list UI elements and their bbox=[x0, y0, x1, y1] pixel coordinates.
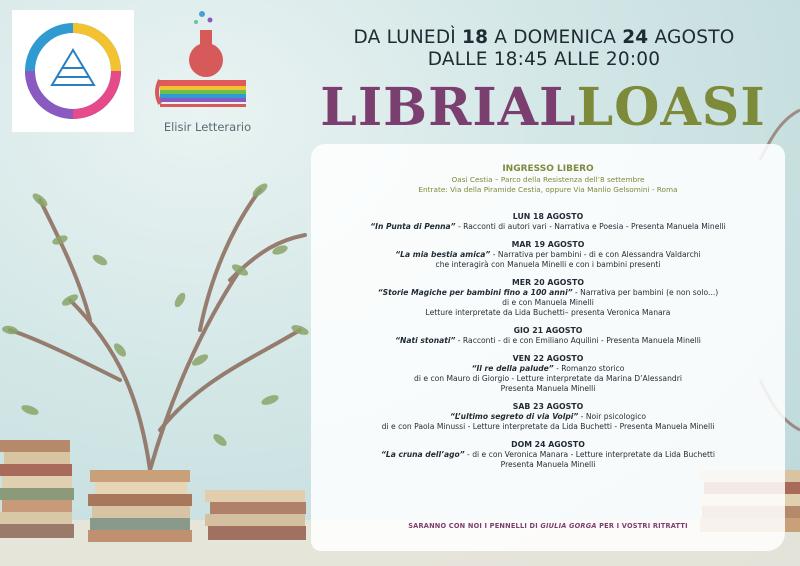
start-day: 18 bbox=[462, 27, 489, 48]
brand-name: Elisir Letterario bbox=[163, 120, 252, 134]
venue-place: Oasi Cestia – Parco della Resistenza dell’8 settembre bbox=[451, 175, 645, 184]
event-line bbox=[318, 298, 778, 308]
event-line bbox=[318, 364, 778, 374]
time-range: DALLE 18:45 ALLE 20:00 bbox=[427, 49, 661, 70]
event-description: di e con Manuela Minelli bbox=[502, 298, 594, 307]
event-description: di e con Paola Minussi - Letture interpretate da Lida Buchetti - Presenta Manuela Minelli bbox=[381, 422, 715, 431]
elisir-letterario-brand bbox=[150, 8, 265, 138]
event-line bbox=[318, 308, 778, 318]
event-book-title: “L’ultimo segreto di via Volpi” bbox=[449, 412, 579, 421]
program-event bbox=[318, 240, 778, 270]
end-day: 24 bbox=[622, 27, 649, 48]
dates-month: AGOSTO bbox=[648, 27, 735, 48]
event-line bbox=[318, 384, 778, 394]
event-day: MER 20 AGOSTO bbox=[512, 278, 584, 287]
event-description: Letture interpretate da Lida Buchetti– presenta Veronica Manara bbox=[425, 308, 671, 317]
venue-entrances: Entrate: Via della Piramide Cestia, oppure Via Manlio Gelsomini - Roma bbox=[418, 185, 678, 194]
program-event bbox=[318, 326, 778, 346]
event-description: - di e con Veronica Manara - Letture interpretate da Lida Buchetti bbox=[464, 450, 716, 459]
footer-artist-name: GIULIA GORGA bbox=[540, 522, 597, 530]
program-event bbox=[318, 212, 778, 232]
program-event bbox=[318, 354, 778, 394]
footer-note bbox=[318, 522, 778, 530]
event-line bbox=[318, 250, 778, 260]
event-book-title: “Storie Magiche per bambini fino a 100 anni” bbox=[377, 288, 573, 297]
event-book-title: “Il re della palude” bbox=[471, 364, 554, 373]
event-line bbox=[318, 460, 778, 470]
event-description: - Romanzo storico bbox=[553, 364, 625, 373]
venue-info bbox=[311, 163, 785, 195]
event-line bbox=[318, 336, 778, 346]
event-line bbox=[318, 374, 778, 384]
potion-on-books-icon bbox=[150, 8, 265, 118]
event-line bbox=[318, 422, 778, 432]
footer-post: PER I VOSTRI RITRATTI bbox=[596, 522, 688, 530]
dates-line-1 bbox=[300, 27, 788, 49]
free-entry: INGRESSO LIBERO bbox=[502, 164, 594, 174]
event-line bbox=[318, 450, 778, 460]
event-description: - Noir psicologico bbox=[578, 412, 647, 421]
event-day: DOM 24 AGOSTO bbox=[511, 440, 585, 449]
event-description: - Narrativa per bambini (e non solo...) bbox=[572, 288, 719, 297]
event-dates bbox=[300, 27, 788, 71]
event-description: Presenta Manuela Minelli bbox=[500, 460, 596, 469]
program-event bbox=[318, 440, 778, 470]
event-description: - Racconti - di e con Emiliano Aquilini - Presenta Manuela Minelli bbox=[455, 336, 701, 345]
event-line bbox=[318, 288, 778, 298]
event-day: MAR 19 AGOSTO bbox=[511, 240, 585, 249]
event-book-title: “La mia bestia amica” bbox=[395, 250, 491, 259]
pyramid-ring-logo bbox=[12, 10, 134, 132]
pyramid-ring-icon bbox=[12, 10, 134, 132]
program-list bbox=[318, 212, 778, 478]
program-event bbox=[318, 402, 778, 432]
event-description: che interagirà con Manuela Minelli e con i bambini presenti bbox=[435, 260, 661, 269]
event-book-title: “Nati stonati” bbox=[395, 336, 456, 345]
event-book-title: “In Punta di Penna” bbox=[370, 222, 456, 231]
event-day: SAB 23 AGOSTO bbox=[512, 402, 584, 411]
dates-text-from: DA LUNEDÌ bbox=[353, 27, 463, 48]
event-day: VEN 22 AGOSTO bbox=[512, 354, 584, 363]
event-line bbox=[318, 222, 778, 232]
title-part-1: LIBRIAL bbox=[320, 77, 577, 138]
program-event bbox=[318, 278, 778, 318]
title-part-2: LOASI bbox=[576, 77, 766, 138]
event-description: - Narrativa per bambini - di e con Alessandra Valdarchi bbox=[490, 250, 701, 259]
event-title bbox=[318, 76, 768, 140]
event-line bbox=[318, 260, 778, 270]
dates-text-to: A DOMENICA bbox=[488, 27, 623, 48]
event-book-title: “La cruna dell’ago” bbox=[380, 450, 465, 459]
event-day: GIO 21 AGOSTO bbox=[513, 326, 583, 335]
event-line bbox=[318, 412, 778, 422]
event-day: LUN 18 AGOSTO bbox=[512, 212, 584, 221]
event-description: Presenta Manuela Minelli bbox=[500, 384, 596, 393]
event-description: di e con Mauro di Giorgio - Letture interpretate da Marina D’Alessandri bbox=[414, 374, 682, 383]
footer-pre: SARANNO CON NOI I PENNELLI DI bbox=[408, 522, 541, 530]
event-description: - Racconti di autori vari - Narrativa e Poesia - Presenta Manuela Minelli bbox=[455, 222, 726, 231]
